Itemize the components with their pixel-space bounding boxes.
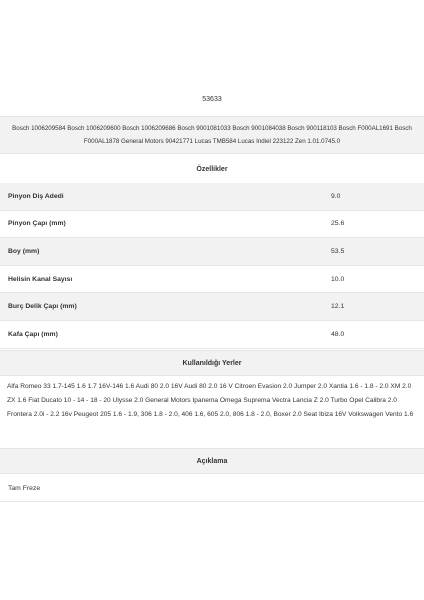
feature-label: Helisin Kanal Sayısı: [8, 275, 73, 283]
description-text: Tam Freze: [8, 484, 41, 492]
feature-value: 48.0: [331, 330, 345, 338]
table-row: [0, 321, 424, 349]
feature-label: Burç Delik Çapı (mm): [8, 303, 77, 311]
table-row: [0, 293, 424, 321]
feature-value: 25.6: [331, 220, 345, 228]
usage-text: Alfa Romeo 33 1.7-145 1.6 1.7 16V-146 1.6 Audi 80 2.0 16V Audi 80 2.0 16 V Citroen Evasion 2.0 Jumper 2.0 Xantia 1.6 - 1.8 - 2.0 XM 2.0 ZX 1.6 Fiat Ducato 10 - 14 - 18 - 20 Ulysse 2.0 General Motors Ipanema Omega Suprema Vectra Lancia Z 2.0 Turbo Opel Calibra 2.0 Frontera 2.0i - 2.2 16v Peugeot 205 1.6 - 1.9, 306 1.8 - 2.0, 406 1.6, 605 2.0, 806 1.8 - 2.0, Boxer 2.0 Seat Ibiza 16V Volkswagen Vento 1.6: [7, 383, 414, 419]
description-title: Açıklama: [196, 457, 228, 465]
usage-title: Kullanıldığı Yerler: [182, 359, 242, 367]
features-header: [0, 156, 424, 182]
feature-value: 10.0: [331, 275, 345, 283]
description-row: [0, 475, 424, 502]
features-title: Özellikler: [196, 165, 228, 173]
compatible-references: [0, 116, 424, 154]
table-row: [0, 266, 424, 294]
feature-label: Pinyon Çapı (mm): [8, 220, 66, 228]
description-header: [0, 448, 424, 474]
feature-value: 53.5: [331, 247, 345, 255]
feature-label: Boy (mm): [8, 247, 40, 255]
feature-label: Pinyon Diş Adedi: [8, 192, 64, 200]
table-row: [0, 238, 424, 266]
feature-value: 12.1: [331, 303, 345, 311]
feature-label: Kafa Çapı (mm): [8, 330, 58, 338]
table-row: [0, 211, 424, 239]
product-code: 53633: [202, 96, 222, 103]
usage-header: [0, 350, 424, 376]
table-row: [0, 183, 424, 211]
compatible-references-text: Bosch 1006209584 Bosch 1006209600 Bosch 1006209686 Bosch 9001081033 Bosch 9001084038 Bosch 900118103 Bosch F000AL1691 Bosch F000AL1878 General Motors 90421771 Lucas TMB584 Lucas Indiel 223122 Zen 1.01.0745.0: [12, 125, 412, 145]
features-table: [0, 183, 424, 349]
feature-value: 9.0: [331, 192, 341, 200]
